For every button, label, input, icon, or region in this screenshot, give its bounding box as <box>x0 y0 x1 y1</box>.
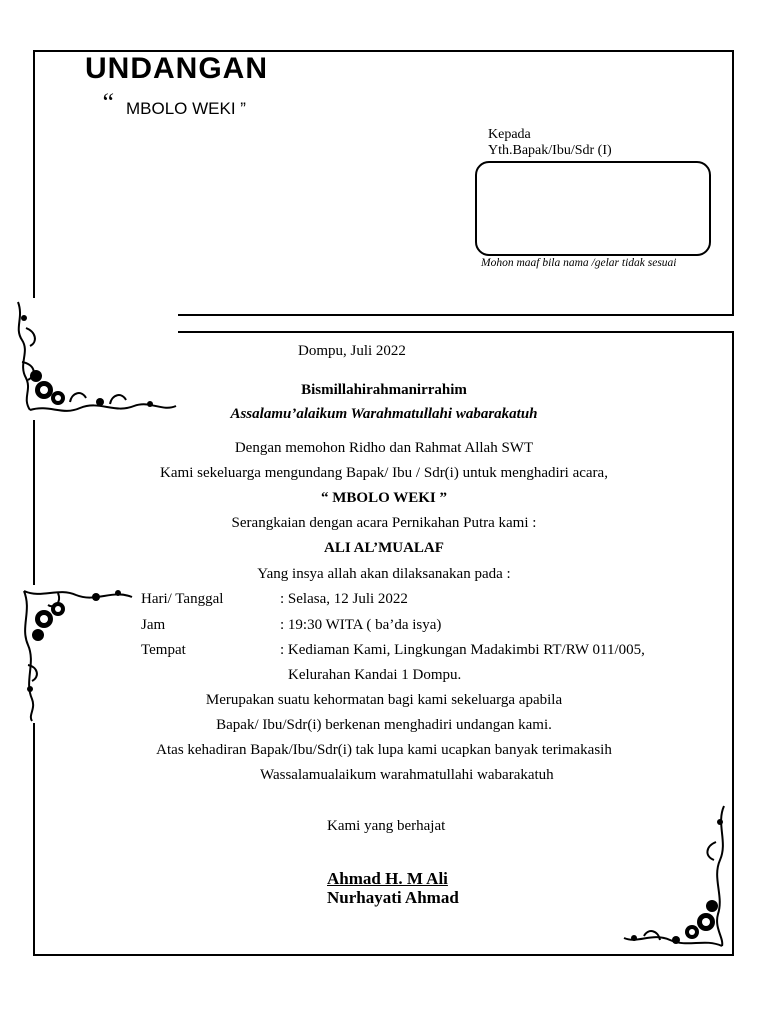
signer-2: Nurhayati Ahmad <box>327 888 459 907</box>
closing-line-2: Bapak/ Ibu/Sdr(i) berkenan menghadiri undangan kami. <box>216 717 552 733</box>
to-label: Kepada <box>488 127 531 142</box>
detail-value-date: : Selasa, 12 Juli 2022 <box>280 591 408 607</box>
schedule-intro: Yang insya allah akan dilaksanakan pada : <box>257 566 511 582</box>
page-title: UNDANGAN <box>85 52 268 85</box>
detail-label-time: Jam <box>141 617 166 633</box>
closing-line-1: Merupakan suatu kehormatan bagi kami sekeluarga apabila <box>205 692 563 708</box>
detail-label-place: Tempat <box>141 642 186 658</box>
groom-name: ALI AL’MUALAF <box>324 540 444 556</box>
invite-line: Kami sekeluarga mengundang Bapak/ Ibu / Sdr(i) untuk menghadiri acara, <box>160 465 608 481</box>
place-date: Dompu, Juli 2022 <box>298 343 406 359</box>
detail-label-date: Hari/ Tanggal <box>141 591 224 607</box>
signoff: Kami yang berhajat <box>327 818 446 834</box>
detail-value-place: : Kediaman Kami, Lingkungan Madakimbi RT/RW 011/005, <box>280 642 645 658</box>
greeting: Assalamu’alaikum Warahmatullahi wabarakatuh <box>230 406 538 422</box>
bismillah: Bismillahirahmanirrahim <box>301 382 467 398</box>
floral-corner-icon <box>10 298 178 420</box>
context-line: Serangkaian dengan acara Pernikahan Putra kami : <box>231 515 537 531</box>
floral-corner-icon <box>620 802 730 950</box>
address-continuation: Kelurahan Kandai 1 Dompu. <box>288 667 462 683</box>
intro-line: Dengan memohon Ridho dan Rahmat Allah SWT <box>234 440 534 456</box>
open-quote: “ <box>100 88 115 117</box>
detail-value-time: : 19:30 WITA ( ba’da isya) <box>280 617 442 633</box>
addressee-label: Yth.Bapak/Ibu/Sdr (I) <box>488 143 612 158</box>
signer-1: Ahmad H. M Ali <box>327 869 448 888</box>
thanks-line: Atas kehadiran Bapak/Ibu/Sdr(i) tak lupa kami ucapkan banyak terimakasih <box>156 742 612 758</box>
address-box <box>475 161 711 256</box>
event-name: “ MBOLO WEKI ” <box>321 490 447 506</box>
event-subtitle: MBOLO WEKI ” <box>126 99 246 118</box>
salam-line: Wassalamualaikum warahmatullahi wabarakatuh <box>260 767 554 783</box>
apology-note: Mohon maaf bila nama /gelar tidak sesuai <box>481 257 677 269</box>
